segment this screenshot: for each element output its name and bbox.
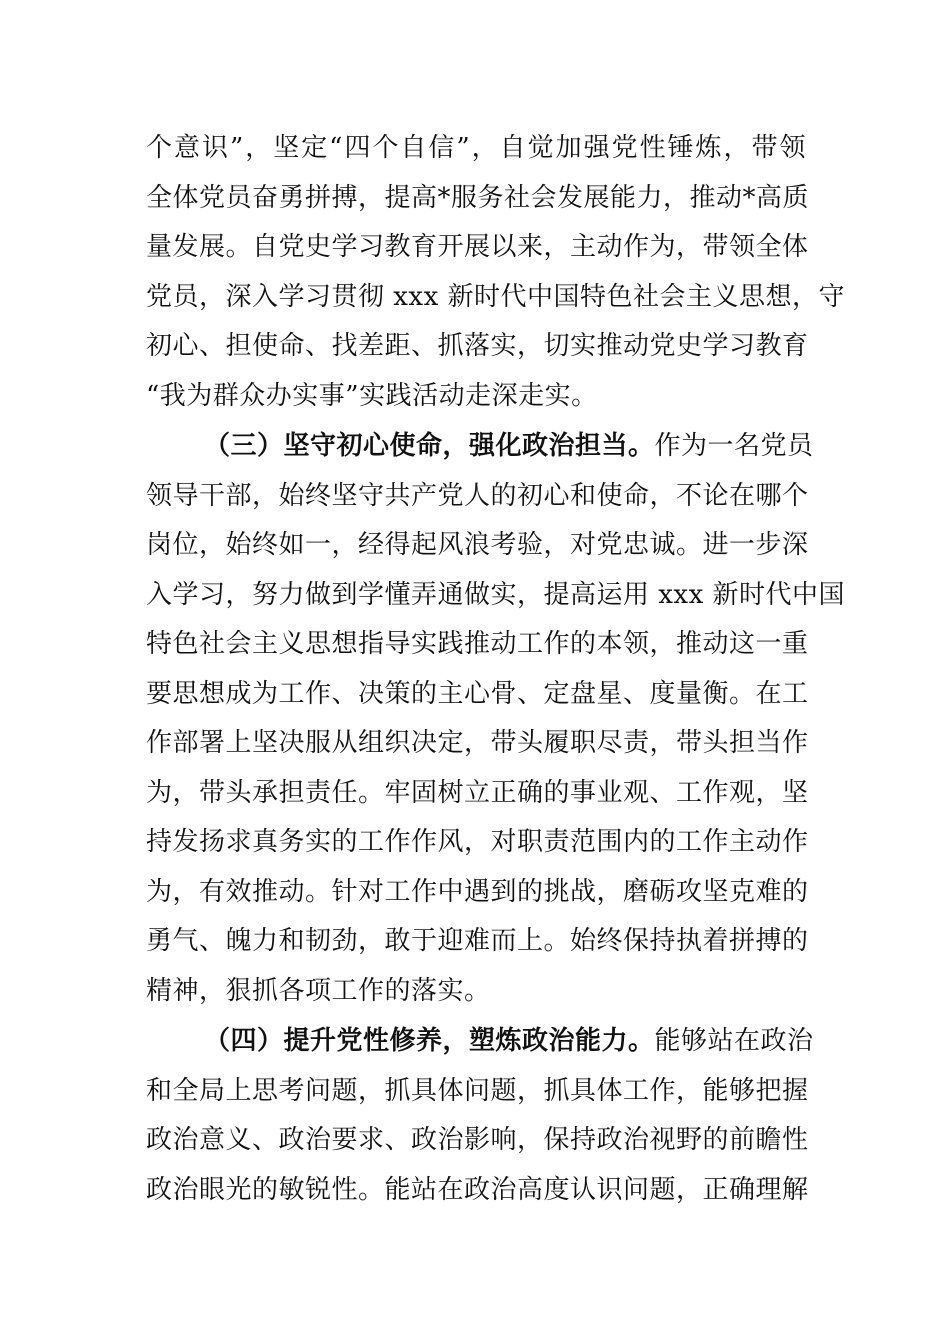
paragraph-line: 特色社会主义思想指导实践推动工作的本领，推动这一重 [146, 629, 809, 659]
paragraph-line: 持发扬求真务实的工作作风，对职责范围内的工作主动作 [146, 827, 809, 857]
paragraph-line: 精神，狠抓各项工作的落实。 [146, 975, 491, 1006]
paragraph-line: 作部署上坚决服从组织决定，带头履职尽责，带头担当作 [146, 728, 809, 758]
paragraph-text: 作为一名党员 [654, 431, 814, 461]
paragraph-line: 要思想成为工作、决策的主心骨、定盘星、度量衡。在工 [146, 678, 809, 709]
section-heading-4: （四）提升党性修养，塑炼政治能力。 [204, 1026, 655, 1056]
paragraph-first-line [146, 422, 814, 472]
paragraph-1 [146, 124, 846, 421]
paragraph-line: 勇气、魄力和韧劲，敢于迎难而上。始终保持执着拼搏的 [146, 926, 809, 956]
paragraph-line: “我为群众办实事”实践活动走深走实。 [146, 380, 598, 411]
paragraph-line: 党员，深入学习贯彻 xxx 新时代中国特色社会主义思想，守 [146, 281, 846, 312]
paragraph-line: 量发展。自党史学习教育开展以来，主动作为，带领全体 [146, 232, 809, 262]
paragraph-line: 政治意义、政治要求、政治影响，保持政治视野的前瞻性 [146, 1125, 809, 1155]
paragraph-3 [146, 1017, 814, 1215]
paragraph-line: 政治眼光的敏锐性。能站在政治高度认识问题，正确理解 [146, 1174, 809, 1205]
paragraph-text: 能够站在政治 [654, 1026, 814, 1056]
paragraph-line: 个意识”，坚定“四个自信”，自觉加强党性锤炼，带领 [146, 133, 806, 163]
paragraph-line: 为，有效推动。针对工作中遇到的挑战，磨砺攻坚克难的 [146, 876, 809, 907]
paragraph-line: 和全局上思考问题，抓具体问题，抓具体工作，能够把握 [146, 1075, 809, 1106]
paragraph-line: 入学习，努力做到学懂弄通做实，提高运用 xxx 新时代中国 [146, 579, 846, 610]
section-heading-3: （三）坚守初心使命，强化政治担当。 [204, 431, 655, 461]
paragraph-line: 初心、担使命、找差距、抓落实，切实推动党史学习教育 [146, 331, 809, 361]
paragraph-line: 全体党员奋勇拼搏，提高*服务社会发展能力，推动*高质 [146, 182, 810, 213]
paragraph-first-line [146, 1017, 814, 1067]
paragraph-line: 为，带头承担责任。牢固树立正确的事业观、工作观，坚 [146, 777, 809, 808]
paragraph-line: 领导干部，始终坚守共产党人的初心和使命，不论在哪个 [146, 480, 809, 511]
paragraph-line: 岗位，始终如一，经得起风浪考验，对党忠诚。进一步深 [146, 530, 809, 560]
paragraph-2 [146, 422, 846, 1016]
